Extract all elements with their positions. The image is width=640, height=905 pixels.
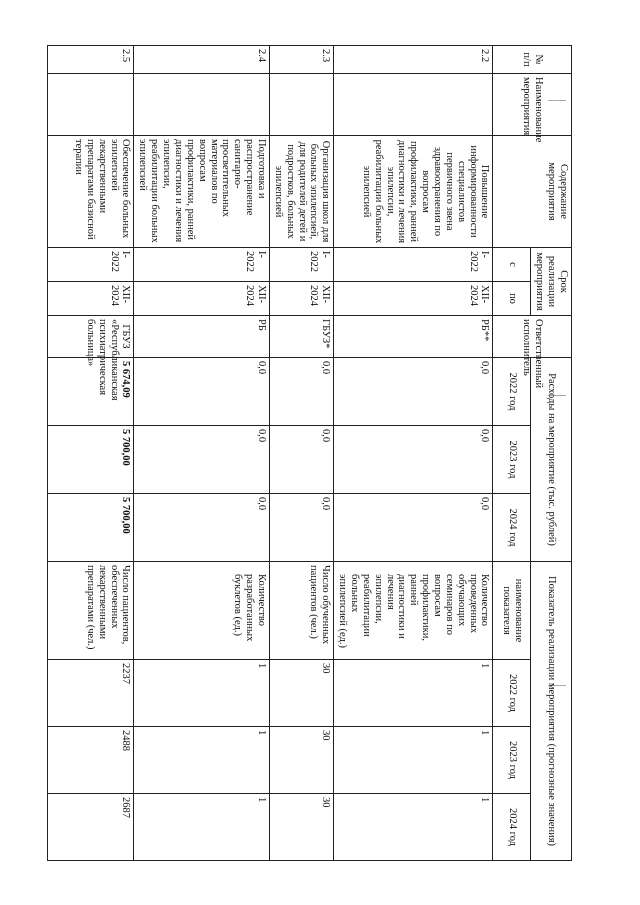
row-value-2024: 1 xyxy=(334,794,493,861)
table-row xyxy=(334,46,493,861)
header-name: Наименование мероприятия xyxy=(493,74,572,136)
header-value-2023: 2023 год xyxy=(493,727,531,794)
header-period-from: с xyxy=(493,248,531,282)
row-content: Повышение информированности специалистов первичного звена здравоохранения по вопросам профилактики, ранней диагностики и лечения эпилепсии, реабилитации больных эпилепсией xyxy=(334,136,493,248)
header-indicator: Показатель реализации мероприятия (прогнозные значения) xyxy=(531,562,572,861)
row-cost-2023: 0,0 xyxy=(269,426,333,494)
header-value-2024: 2024 год xyxy=(493,794,531,861)
table-row xyxy=(269,46,333,861)
row-executor: ГБУЗ* xyxy=(269,316,333,358)
row-name xyxy=(48,74,134,136)
row-from: I-2022 xyxy=(134,248,269,282)
row-content: Организация школ для больных эпилепсией, для родителей детей и подростков, больных эпилепсией xyxy=(269,136,333,248)
row-cost-2023: 0,0 xyxy=(334,426,493,494)
row-cost-2024: 0,0 xyxy=(334,494,493,562)
header-cost-2022: 2022 год xyxy=(493,358,531,426)
row-name xyxy=(334,74,493,136)
header-num: № п/п xyxy=(493,46,572,74)
row-to: XII-2024 xyxy=(269,282,333,316)
row-cost-2022: 0,0 xyxy=(134,358,269,426)
row-value-2023: 30 xyxy=(269,727,333,794)
row-cost-2022: 0,0 xyxy=(334,358,493,426)
table-row xyxy=(48,46,134,861)
row-num: 2.4 xyxy=(134,46,269,74)
row-executor: РБ xyxy=(134,316,269,358)
row-from: I-2022 xyxy=(334,248,493,282)
row-value-2023: 1 xyxy=(134,727,269,794)
header-costs: Расходы на мероприятие (тыс. рублей) xyxy=(531,358,572,562)
measures-table xyxy=(48,45,573,861)
row-to: XII-2024 xyxy=(134,282,269,316)
row-content: Обеспечение больных эпилепсией лекарственными препаратами базисной терапии xyxy=(48,136,134,248)
row-value-2024: 1 xyxy=(134,794,269,861)
row-to: XII-2024 xyxy=(48,282,134,316)
row-num: 2.3 xyxy=(269,46,333,74)
row-to: XII-2024 xyxy=(334,282,493,316)
row-executor: РБ** xyxy=(334,316,493,358)
row-cost-2022: 0,0 xyxy=(269,358,333,426)
row-content: Подготовка и распространение санитарно-просветительных материалов по вопросам профилактики, ранней диагностики и лечения эпилепсии, реабилитации больных эпилепсией xyxy=(134,136,269,248)
header-row xyxy=(531,46,572,861)
table-row xyxy=(134,46,269,861)
row-cost-2024: 0,0 xyxy=(269,494,333,562)
header-period-to: по xyxy=(493,282,531,316)
row-value-2022: 2237 xyxy=(48,660,134,727)
row-cost-2022: 5 674,09 xyxy=(48,358,134,426)
row-cost-2023: 5 700,00 xyxy=(48,426,134,494)
rotated-table-wrapper xyxy=(73,45,572,860)
row-indicator: Количество разработанных буклетов (ед.) xyxy=(134,562,269,660)
row-name xyxy=(269,74,333,136)
row-cost-2024: 0,0 xyxy=(134,494,269,562)
row-from: I-2022 xyxy=(48,248,134,282)
row-value-2024: 2687 xyxy=(48,794,134,861)
row-value-2024: 30 xyxy=(269,794,333,861)
row-value-2023: 2488 xyxy=(48,727,134,794)
row-value-2022: 30 xyxy=(269,660,333,727)
row-cost-2024: 5 700,00 xyxy=(48,494,134,562)
row-indicator: Число пациентов, обеспеченных лекарственными препаратами (чел.) xyxy=(48,562,134,660)
row-indicator: Количество проведенных обучающих семинаров по вопросам профилактики, ранней диагностики и лечения эпилепсии, реабилитации больных эпилепсией (ед.) xyxy=(334,562,493,660)
header-period: Срок реализации мероприятия xyxy=(531,248,572,316)
header-content: Содержание мероприятия xyxy=(493,136,572,248)
row-indicator: Число обученных пациентов (чел.) xyxy=(269,562,333,660)
row-cost-2023: 0,0 xyxy=(134,426,269,494)
row-num: 2.5 xyxy=(48,46,134,74)
row-num: 2.2 xyxy=(334,46,493,74)
header-cost-2024: 2024 год xyxy=(493,494,531,562)
row-value-2022: 1 xyxy=(134,660,269,727)
header-executor: Ответственный исполнитель xyxy=(493,316,572,358)
header-cost-2023: 2023 год xyxy=(493,426,531,494)
header-indicator-name: наименование показателя xyxy=(493,562,531,660)
row-executor: ГБУЗ «Республиканская психиатрическая больница» xyxy=(48,316,134,358)
header-value-2022: 2022 год xyxy=(493,660,531,727)
row-from: I-2022 xyxy=(269,248,333,282)
row-value-2022: 1 xyxy=(334,660,493,727)
row-name xyxy=(134,74,269,136)
row-value-2023: 1 xyxy=(334,727,493,794)
